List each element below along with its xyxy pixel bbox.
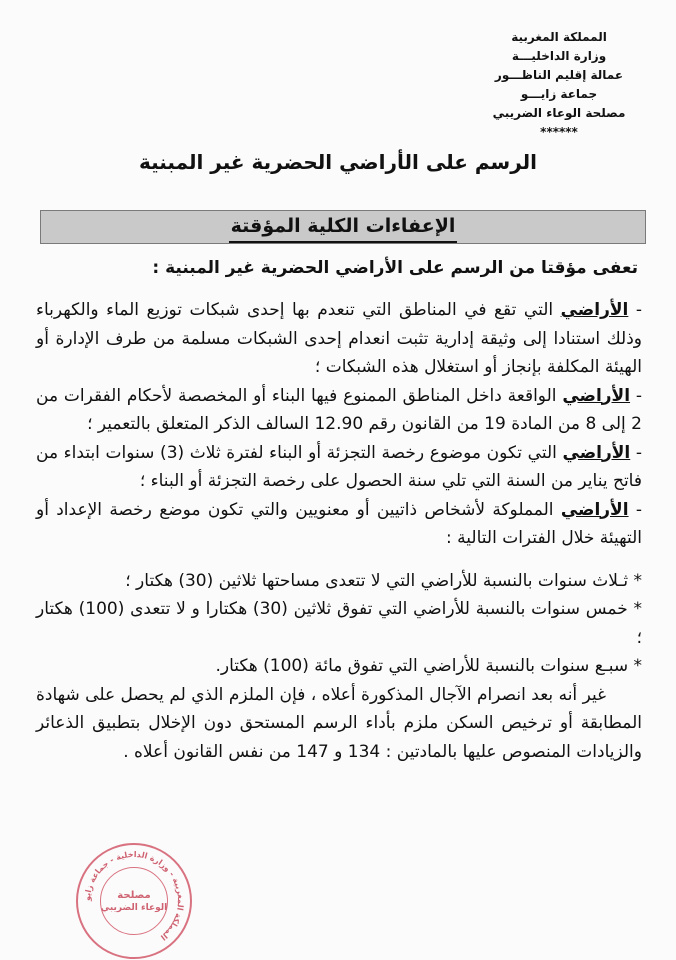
item-text: الواقعة داخل المناطق الممنوع فيها البناء أو المخصصة لأحكام الفقرات من 2 إلى 8 من المادة 19 من القانون رقم 12.90 السالف الذكر المتعلق بالتعمير ؛ <box>36 385 642 434</box>
section-heading: الإعفاءات الكلية المؤقتة <box>229 211 458 243</box>
letterhead-commune: جماعة زايـــو <box>520 87 598 101</box>
stamp-inner-circle <box>100 867 168 935</box>
intro-line: تعفى مؤقتا من الرسم على الأراضي الحضرية غير المبنية : <box>152 258 638 278</box>
exemption-item-3 <box>36 439 642 496</box>
item-text: التي تكون موضوع رخصة التجزئة أو البناء لفترة ثلاث (3) سنوات ابتداء من فاتح يناير من السنة التي تلي سنة الحصول على رخصة التجزئة أو البناء ؛ <box>36 442 642 491</box>
spacer <box>36 553 642 567</box>
item-dash: - <box>628 300 642 320</box>
exemption-item-1 <box>36 296 642 382</box>
section-heading-band <box>40 210 646 244</box>
stamp-text-top: مصلحة <box>117 890 151 901</box>
item-text: المملوكة لأشخاص ذاتيين أو معنويين والتي تكون موضع رخصة الإعداد أو التهيئة خلال الفترات التالية : <box>36 499 642 548</box>
official-stamp <box>76 843 192 959</box>
item-keyword: الأراضي <box>560 499 629 520</box>
stamp-text-bottom: الوعاء الضريبي <box>100 903 168 913</box>
document-body <box>36 296 642 766</box>
period-bullet-1: * ثـلاث سنوات بالنسبة للأراضي التي لا تتعدى مساحتها ثلاثين (30) هكتار ؛ <box>125 570 642 591</box>
stamp-ring-text: المملكة المغربية - وزارة الداخلية - جماعة زايو <box>82 849 186 942</box>
period-bullet-3: * سبـع سنوات بالنسبة للأراضي التي تفوق مائة (100) هكتار. <box>215 656 642 676</box>
letterhead-province: عمالة إقليم الناظـــور <box>494 68 624 82</box>
item-keyword: الأراضي <box>562 442 631 463</box>
letterhead <box>464 28 654 142</box>
document-title: الرسم على الأراضي الحضرية غير المبنية <box>138 150 538 174</box>
exemption-item-4 <box>36 496 642 553</box>
period-bullet-2: * خمس سنوات بالنسبة للأراضي التي تفوق ثلاثين (30) هكتارا و لا تتعدى (100) هكتار ؛ <box>36 599 642 648</box>
closing-paragraph: غير أنه بعد انصرام الآجال المذكورة أعلاه ، فإن الملزم الذي لم يحصل على شهادة المطابقة أو ترخيص السكن ملزم بأداء الرسم المستحق دون الإخلال بتطبيق الذعائر والزيادات المنصوص عليها بالمادتين : 134 و 147 من نفس القانون أعلاه . <box>36 684 642 762</box>
letterhead-service: مصلحة الوعاء الضريبي <box>492 106 626 120</box>
item-dash: - <box>630 385 643 406</box>
item-dash: - <box>628 499 642 520</box>
item-keyword: الأراضي <box>562 385 631 406</box>
item-dash: - <box>630 442 643 463</box>
letterhead-stars: ****** <box>540 125 578 139</box>
item-text: التي تقع في المناطق التي تنعدم بها إحدى شبكات توزيع الماء والكهرباء وذلك استنادا إلى وثيقة إدارية تثبت انعدام إحدى الشبكات مسلمة من طرف الإدارة أو الهيئة المكلفة بإنجاز أو استغلال هذه الشبكات ؛ <box>36 300 642 377</box>
exemption-item-2 <box>36 382 642 439</box>
letterhead-ministry: وزارة الداخليـــة <box>511 49 607 63</box>
item-keyword: الأراضي <box>560 300 629 320</box>
letterhead-kingdom: المملكة المغربية <box>511 30 607 44</box>
